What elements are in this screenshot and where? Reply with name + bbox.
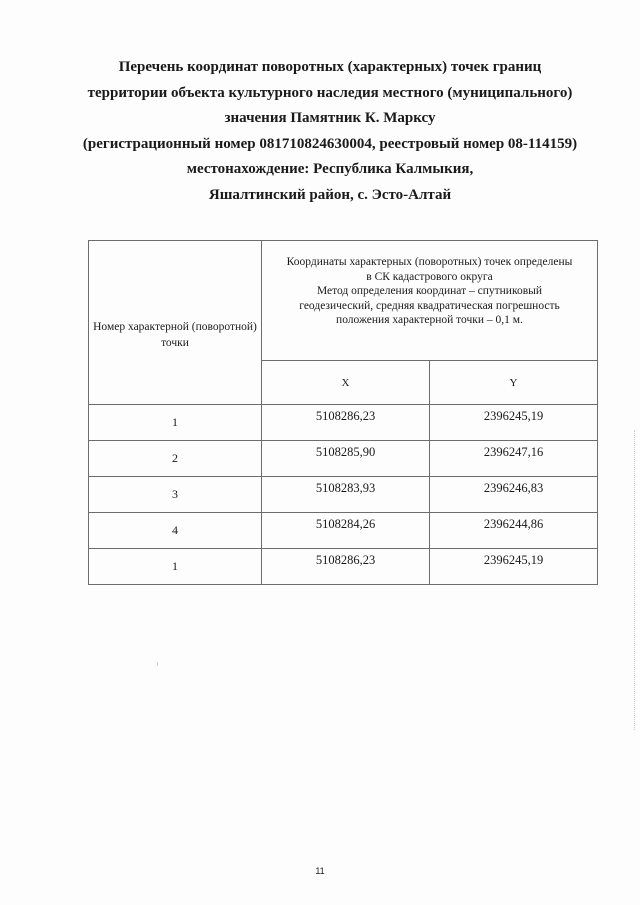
header-desc-line: Координаты характерных (поворотных) точек определены <box>286 256 573 268</box>
table-row <box>89 405 598 441</box>
x-coordinate: 5108284,26 <box>262 513 430 549</box>
document-title <box>60 55 600 208</box>
table-row <box>89 441 598 477</box>
y-coordinate: 2396245,19 <box>430 405 598 441</box>
title-line: Перечень координат поворотных (характерных) точек границ <box>118 59 542 75</box>
title-line: значения Памятник К. Марксу <box>224 110 436 126</box>
coordinates-table <box>88 240 598 585</box>
title-line: местонахождение: Республика Калмыкия, <box>186 161 474 177</box>
scan-artifact <box>157 662 158 666</box>
header-desc-line: Метод определения координат – спутниковый <box>316 285 543 297</box>
x-coordinate: 5108286,23 <box>262 405 430 441</box>
table-row <box>89 549 598 585</box>
x-coordinate: 5108283,93 <box>262 477 430 513</box>
page-number: 11 <box>315 866 325 876</box>
header-point-number: Номер характерной (поворотной) точки <box>89 241 262 405</box>
y-coordinate: 2396245,19 <box>430 549 598 585</box>
title-line: территории объекта культурного наследия местного (муниципального) <box>87 84 573 101</box>
point-number: 1 <box>89 549 262 585</box>
point-number: 1 <box>89 405 262 441</box>
point-number: 2 <box>89 441 262 477</box>
header-y: Y <box>430 361 598 405</box>
title-line: (регистрационный номер 081710824630004, реестровый номер 08-114159) <box>82 135 578 152</box>
header-desc-line: геодезический, средняя квадратическая погрешность <box>299 299 560 312</box>
header-desc-line: положения характерной точки – 0,1 м. <box>336 314 523 326</box>
table-header-row <box>89 241 598 361</box>
x-coordinate: 5108286,23 <box>262 549 430 585</box>
table-row <box>89 513 598 549</box>
table-row <box>89 477 598 513</box>
header-x: X <box>262 361 430 405</box>
point-number: 4 <box>89 513 262 549</box>
header-desc-line: в СК кадастрового округа <box>366 270 493 283</box>
y-coordinate: 2396246,83 <box>430 477 598 513</box>
y-coordinate: 2396247,16 <box>430 441 598 477</box>
header-coordinates-description <box>262 241 598 361</box>
scan-edge-artifact <box>634 430 636 730</box>
title-line: Яшалтинский район, с. Эсто-Алтай <box>208 186 452 203</box>
y-coordinate: 2396244,86 <box>430 513 598 549</box>
x-coordinate: 5108285,90 <box>262 441 430 477</box>
point-number: 3 <box>89 477 262 513</box>
